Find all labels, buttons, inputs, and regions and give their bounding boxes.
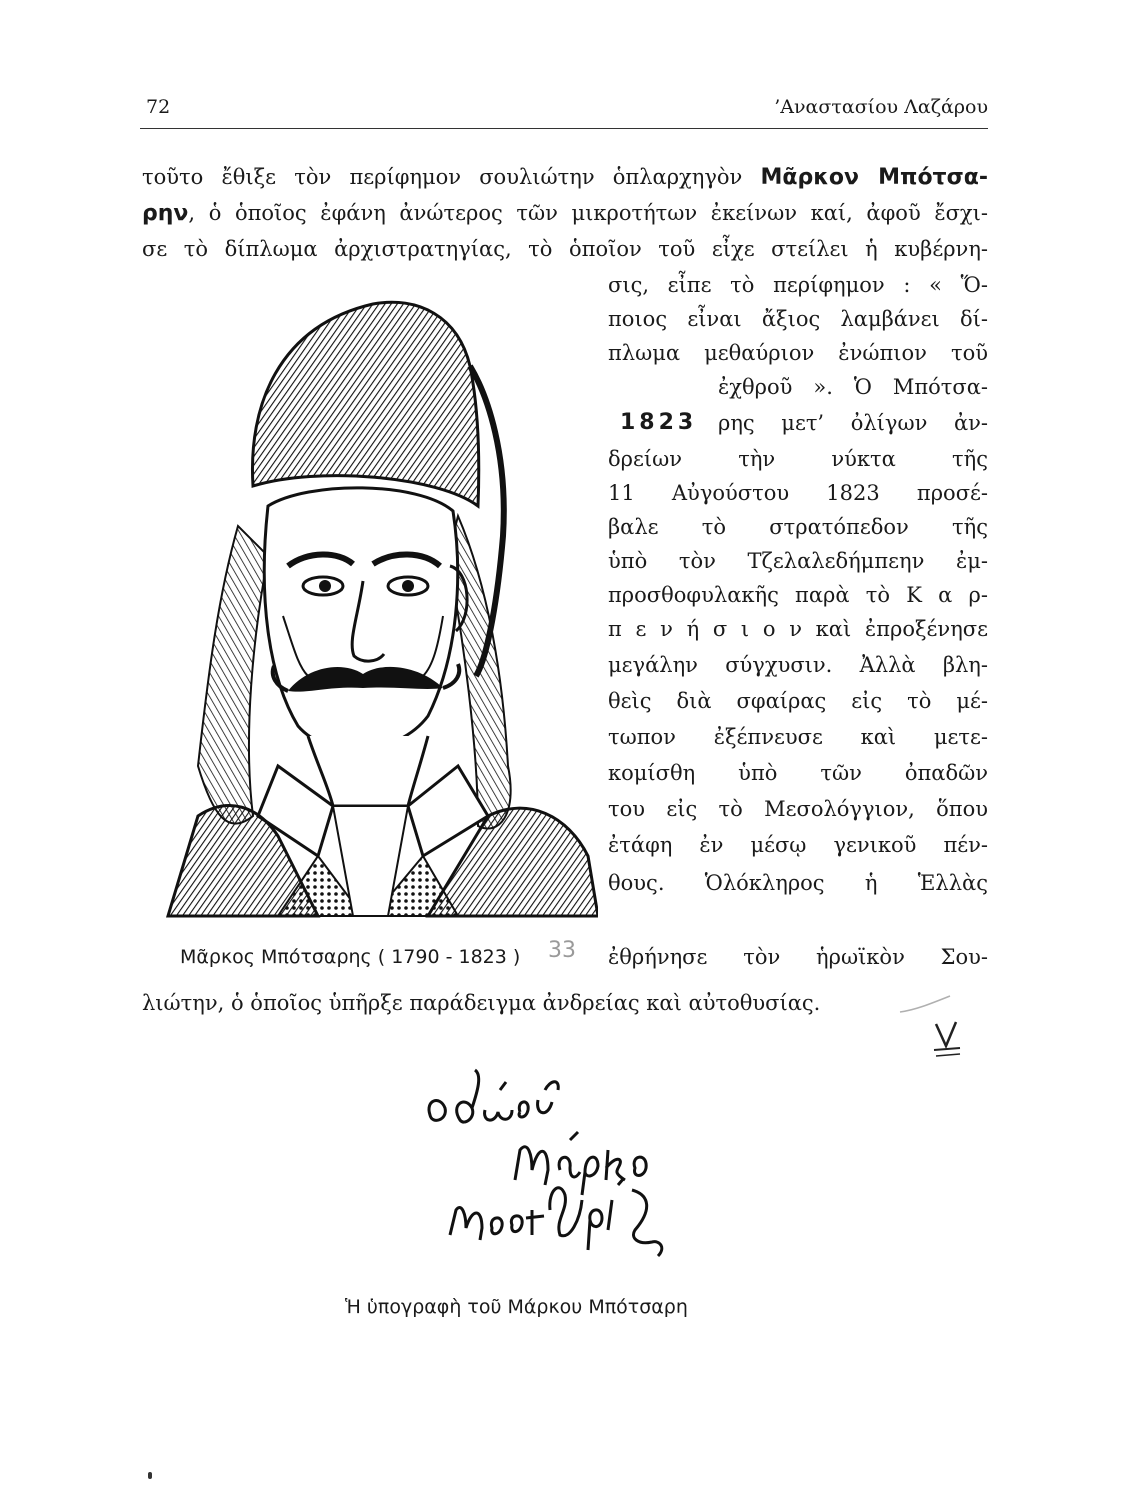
page-number: 72 bbox=[146, 96, 171, 118]
body-line: δρείων τὴν νύκτα τῆς bbox=[608, 447, 988, 471]
body-line: κομίσθη ὑπὸ τῶν ὀπαδῶν bbox=[608, 761, 988, 785]
body-line: π ε ν ή σ ι ο ν καὶ ἐπροξένησε bbox=[608, 617, 988, 641]
bold-name: Μᾶρκον Μπότσα- bbox=[760, 165, 988, 190]
signature-caption: Ἡ ὑπογραφὴ τοῦ Μάρκου Μπότσαρη bbox=[345, 1296, 688, 1318]
margin-year: 1823 bbox=[620, 410, 698, 435]
body-line: βαλε τὸ στρατόπεδον τῆς bbox=[608, 515, 988, 539]
body-line: του εἰς τὸ Μεσολόγγιον, ὅπου bbox=[608, 797, 988, 821]
pencil-dash-mark bbox=[895, 990, 955, 1020]
body-line: μεγάλην σύγχυσιν. Ἀλλὰ βλη- bbox=[608, 653, 988, 677]
bold-name: ρην bbox=[142, 201, 189, 226]
body-line: ποιος εἶναι ἄξιος λαμβάνει δί- bbox=[608, 307, 988, 331]
body-line: σις, εἶπε τὸ περίφημον : « Ὅ- bbox=[608, 273, 988, 297]
page-header bbox=[140, 92, 988, 129]
pencil-annotation: 33 bbox=[548, 938, 576, 963]
body-line: προσθοφυλακῆς παρὰ τὸ Κ α ρ- bbox=[608, 583, 988, 607]
signature-image bbox=[420, 1060, 680, 1270]
running-head: ’Αναστασίου Λαζάρου bbox=[774, 96, 988, 118]
body-line: ἐχθροῦ ». Ὁ Μπότσα- bbox=[718, 375, 988, 399]
body-line: πλωμα μεθαύριον ἐνώπιον τοῦ bbox=[608, 341, 988, 365]
body-line: ρην, ὁ ὁποῖος ἐφάνη ἀνώτερος τῶν μικροτήτων ἐκείνων καί, ἀφοῦ ἔσχι- bbox=[142, 201, 988, 226]
portrait-caption: Μᾶρκος Μπότσαρης ( 1790 - 1823 ) bbox=[180, 946, 521, 968]
portrait-illustration bbox=[158, 296, 598, 918]
body-line: τωπον ἐξέπνευσε καὶ μετε- bbox=[608, 725, 988, 749]
body-line: 11 Αὐγούστου 1823 προσέ- bbox=[608, 481, 988, 505]
page-speck bbox=[148, 1472, 152, 1479]
body-line: ὑπὸ τὸν Τζελαλεδήμπεην ἐμ- bbox=[608, 549, 988, 573]
body-line: ρης μετ’ ὀλίγων ἀν- bbox=[718, 411, 988, 435]
body-line: λιώτην, ὁ ὁποῖος ὑπῆρξε παράδειγμα ἀνδρείας καὶ αὐτοθυσίας. bbox=[142, 991, 821, 1015]
body-line: ἐτάφη ἐν μέσῳ γενικοῦ πέν- bbox=[608, 833, 988, 857]
body-line: ἐθρήνησε τὸν ἡρωϊκὸν Σου- bbox=[608, 945, 988, 969]
body-line: θεὶς διὰ σφαίρας εἰς τὸ μέ- bbox=[608, 689, 988, 713]
body-line: σε τὸ δίπλωμα ἀρχιστρατηγίας, τὸ ὁποῖον τοῦ εἶχε στείλει ἡ κυβέρνη- bbox=[142, 237, 988, 261]
body-line: θους. Ὁλόκληρος ἡ Ἑλλὰς bbox=[608, 871, 988, 895]
check-mark-icon bbox=[930, 1018, 964, 1058]
body-line: τοῦτο ἔθιξε τὸν περίφημον σουλιώτην ὁπλαρχηγὸν Μᾶρκον Μπότσα- bbox=[142, 165, 988, 190]
